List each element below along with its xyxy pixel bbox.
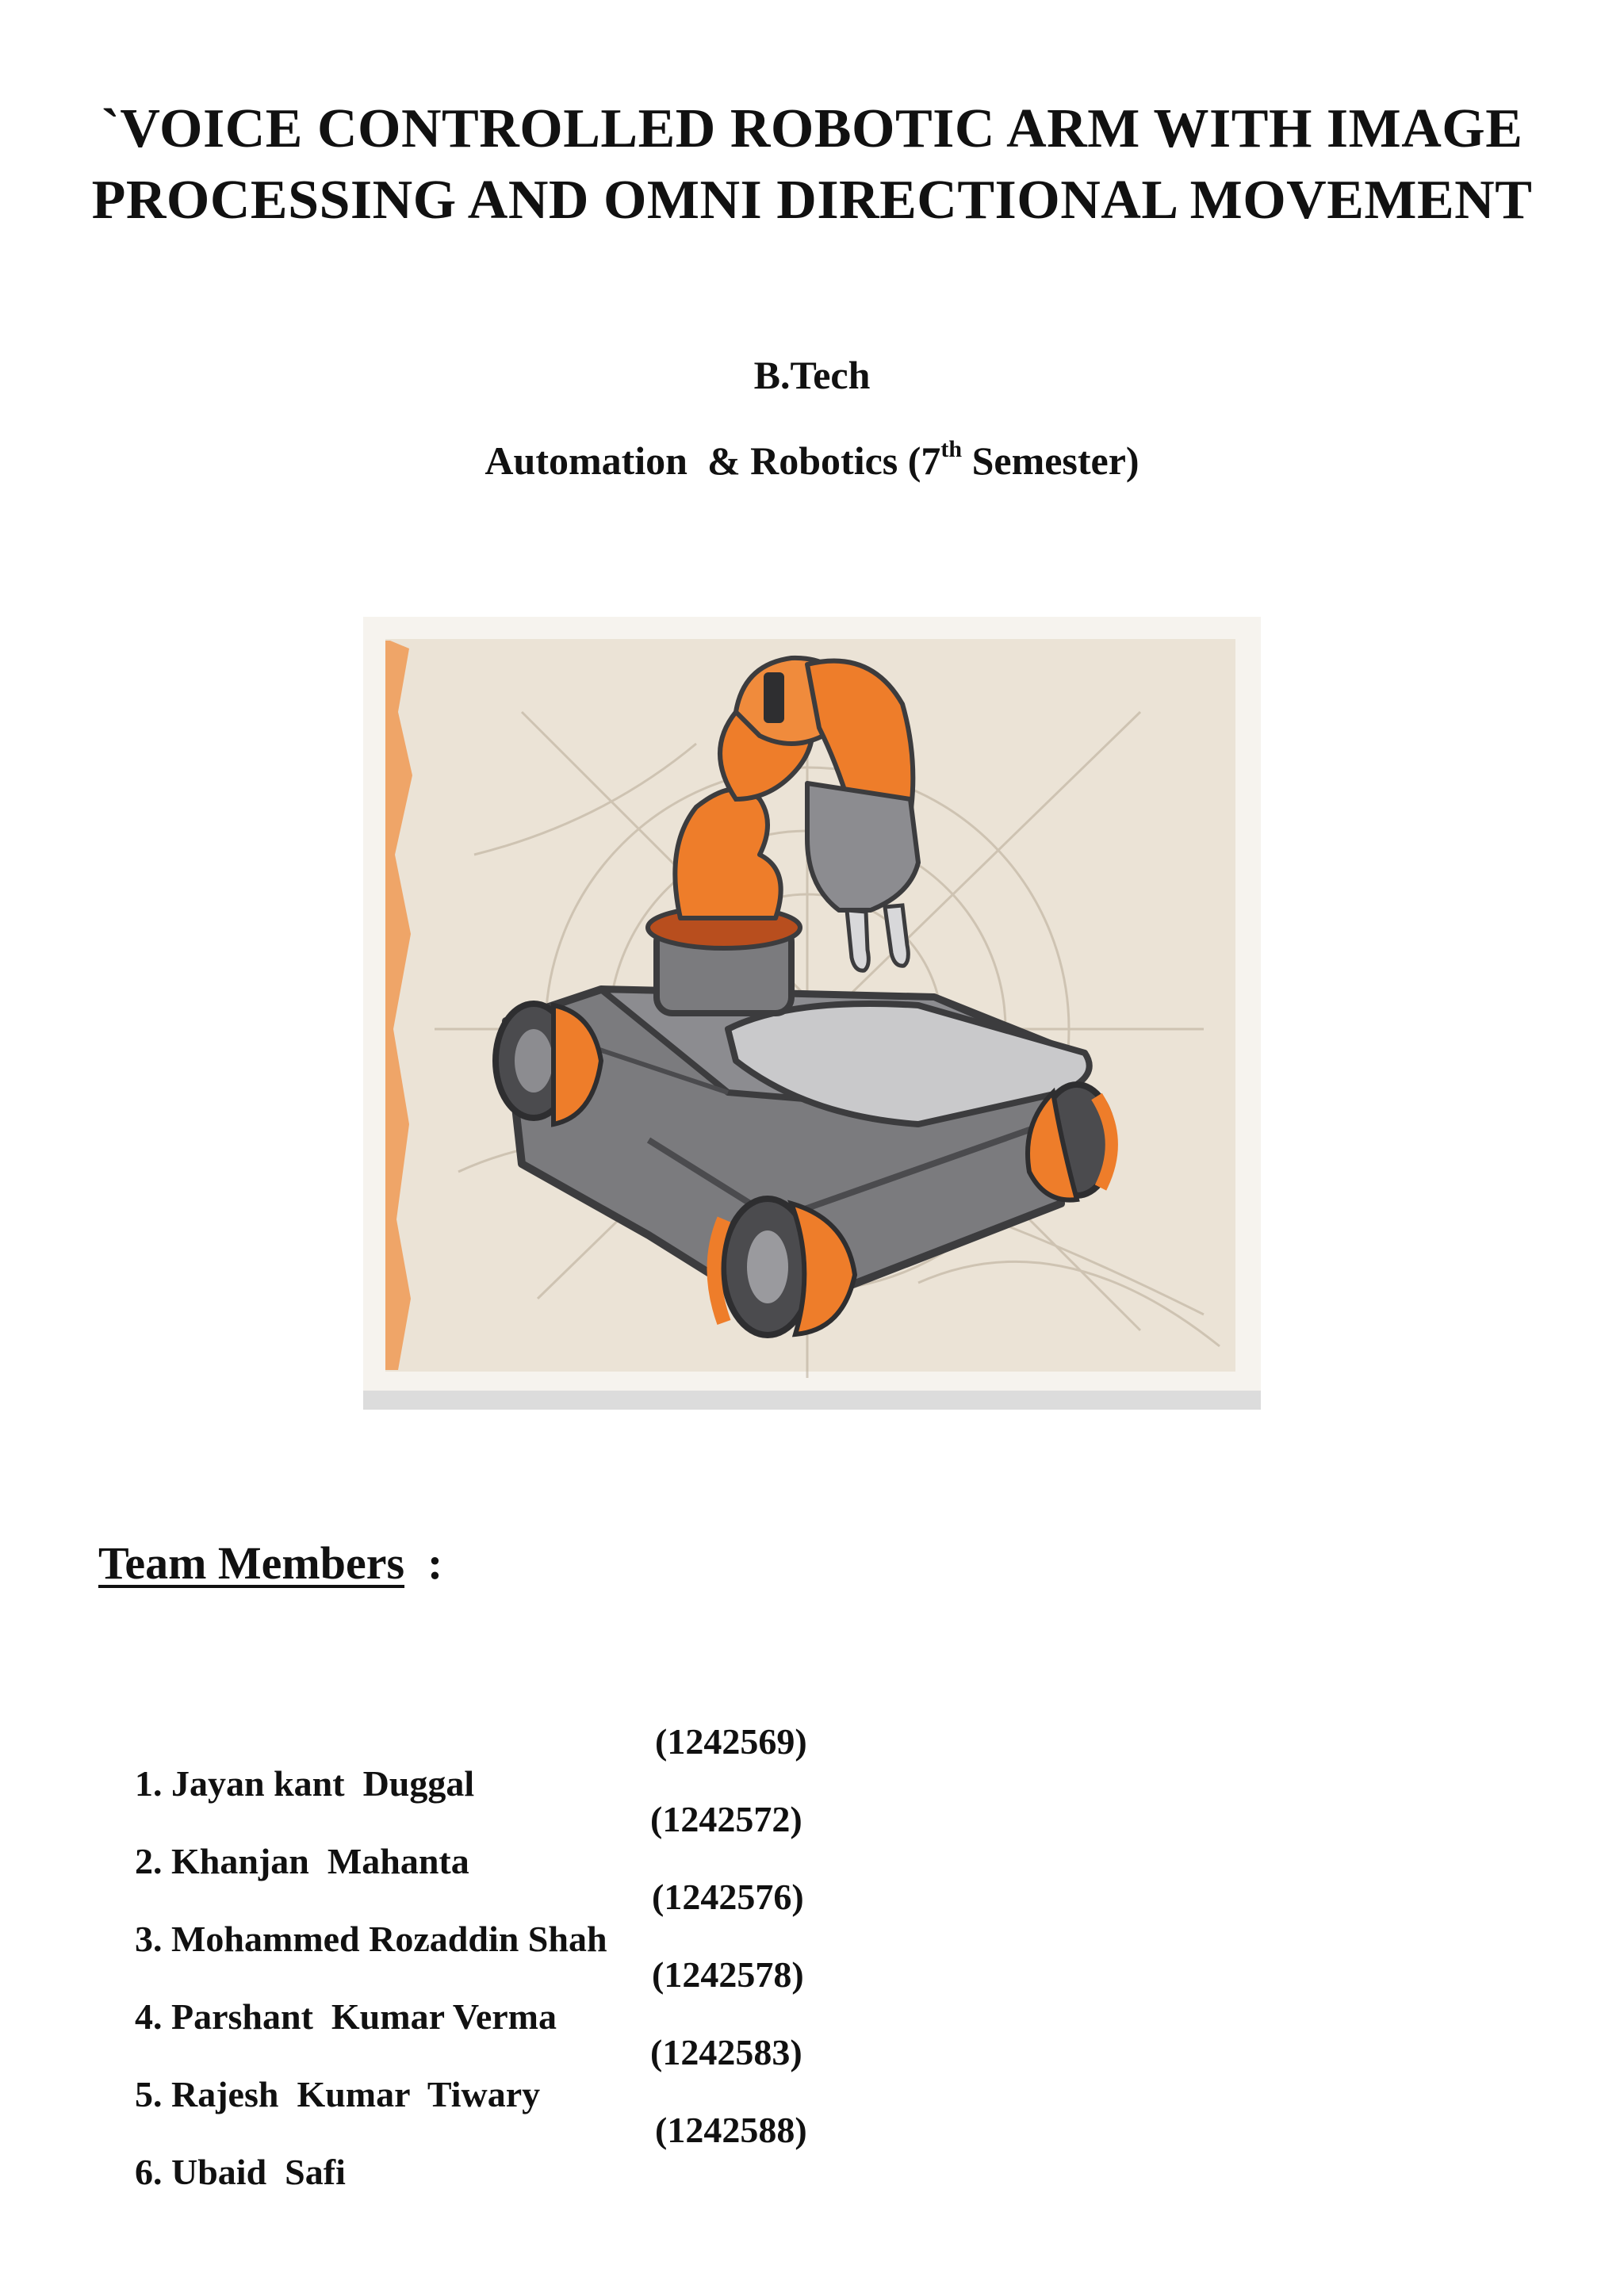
- list-item: [98, 1876, 891, 1959]
- member-name: Jayan kant Duggal: [171, 1763, 475, 1804]
- member-roll-number: (1242572): [650, 1799, 802, 1839]
- document-title: [0, 94, 1624, 236]
- member-roll-number: (1242588): [655, 2110, 807, 2150]
- member-number: 1.: [135, 1763, 163, 1804]
- list-item: [98, 1798, 891, 1881]
- member-name: Khanjan Mahanta: [171, 1841, 469, 1881]
- member-number: 2.: [135, 1841, 163, 1881]
- degree-label: B.Tech: [753, 353, 871, 397]
- title-line-2: PROCESSING AND OMNI DIRECTIONAL MOVEMENT: [91, 170, 1533, 231]
- branch-suffix: Semester): [962, 438, 1139, 483]
- member-name: Parshant Kumar Verma: [171, 1996, 557, 2037]
- member-number: 5.: [135, 2074, 163, 2114]
- list-item: [98, 1720, 891, 1804]
- list-item: [98, 2031, 891, 2114]
- team-heading-colon: :: [427, 1537, 443, 1589]
- member-number: 3.: [135, 1919, 163, 1959]
- member-name: Rajesh Kumar Tiwary: [171, 2074, 541, 2114]
- member-roll-number: (1242569): [655, 1721, 807, 1762]
- list-item: [98, 2109, 891, 2192]
- robot-arm-on-omni-wheel-base-icon: [363, 617, 1261, 1410]
- list-item: [98, 1954, 891, 2037]
- member-name: Ubaid Safi: [171, 2152, 346, 2192]
- team-heading-text: Team Members: [98, 1537, 405, 1589]
- member-number: 6.: [135, 2152, 163, 2192]
- title-line-1: `VOICE CONTROLLED ROBOTIC ARM WITH IMAGE: [101, 98, 1523, 159]
- member-roll-number: (1242578): [652, 1954, 804, 1995]
- branch-prefix: Automation & Robotics (7: [485, 438, 941, 483]
- robot-arm-illustration: [363, 617, 1261, 1410]
- member-number: 4.: [135, 1996, 163, 2037]
- branch-superscript: th: [940, 436, 963, 462]
- branch-label: [0, 438, 1624, 484]
- member-roll-number: (1242576): [652, 1877, 804, 1917]
- team-members-heading: [98, 1536, 442, 1590]
- member-roll-number: (1242583): [650, 2032, 802, 2072]
- member-name: Mohammed Rozaddin Shah: [171, 1919, 607, 1959]
- team-member-list: [98, 1720, 891, 2192]
